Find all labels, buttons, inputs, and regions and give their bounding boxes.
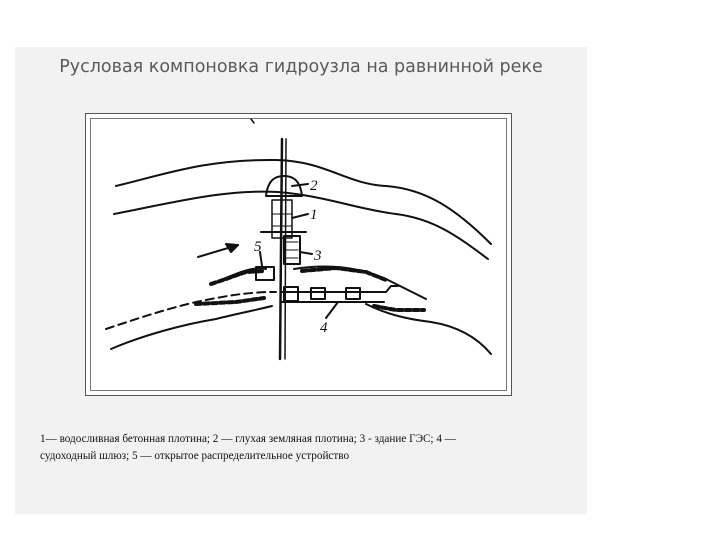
caption-line-2: судоходный шлюз; 5 — открытое распределительное устройство: [40, 450, 350, 462]
callout-3: 3: [314, 248, 322, 264]
slide-title: Русловая компоновка гидроузла на равнинной реке: [59, 57, 543, 77]
caption-line-1: 1— водосливная бетонная плотина; 2 — глухая земляная плотина; 3 - здание ГЭС; 4 —: [40, 433, 456, 445]
callout-labels: [86, 114, 513, 397]
hydro-scheme-figure: [85, 113, 512, 396]
figure-caption: [40, 431, 560, 465]
callout-4: 4: [320, 320, 328, 336]
callout-1: 1: [310, 207, 318, 223]
callout-2: 2: [310, 178, 318, 194]
callout-5: 5: [254, 239, 262, 255]
